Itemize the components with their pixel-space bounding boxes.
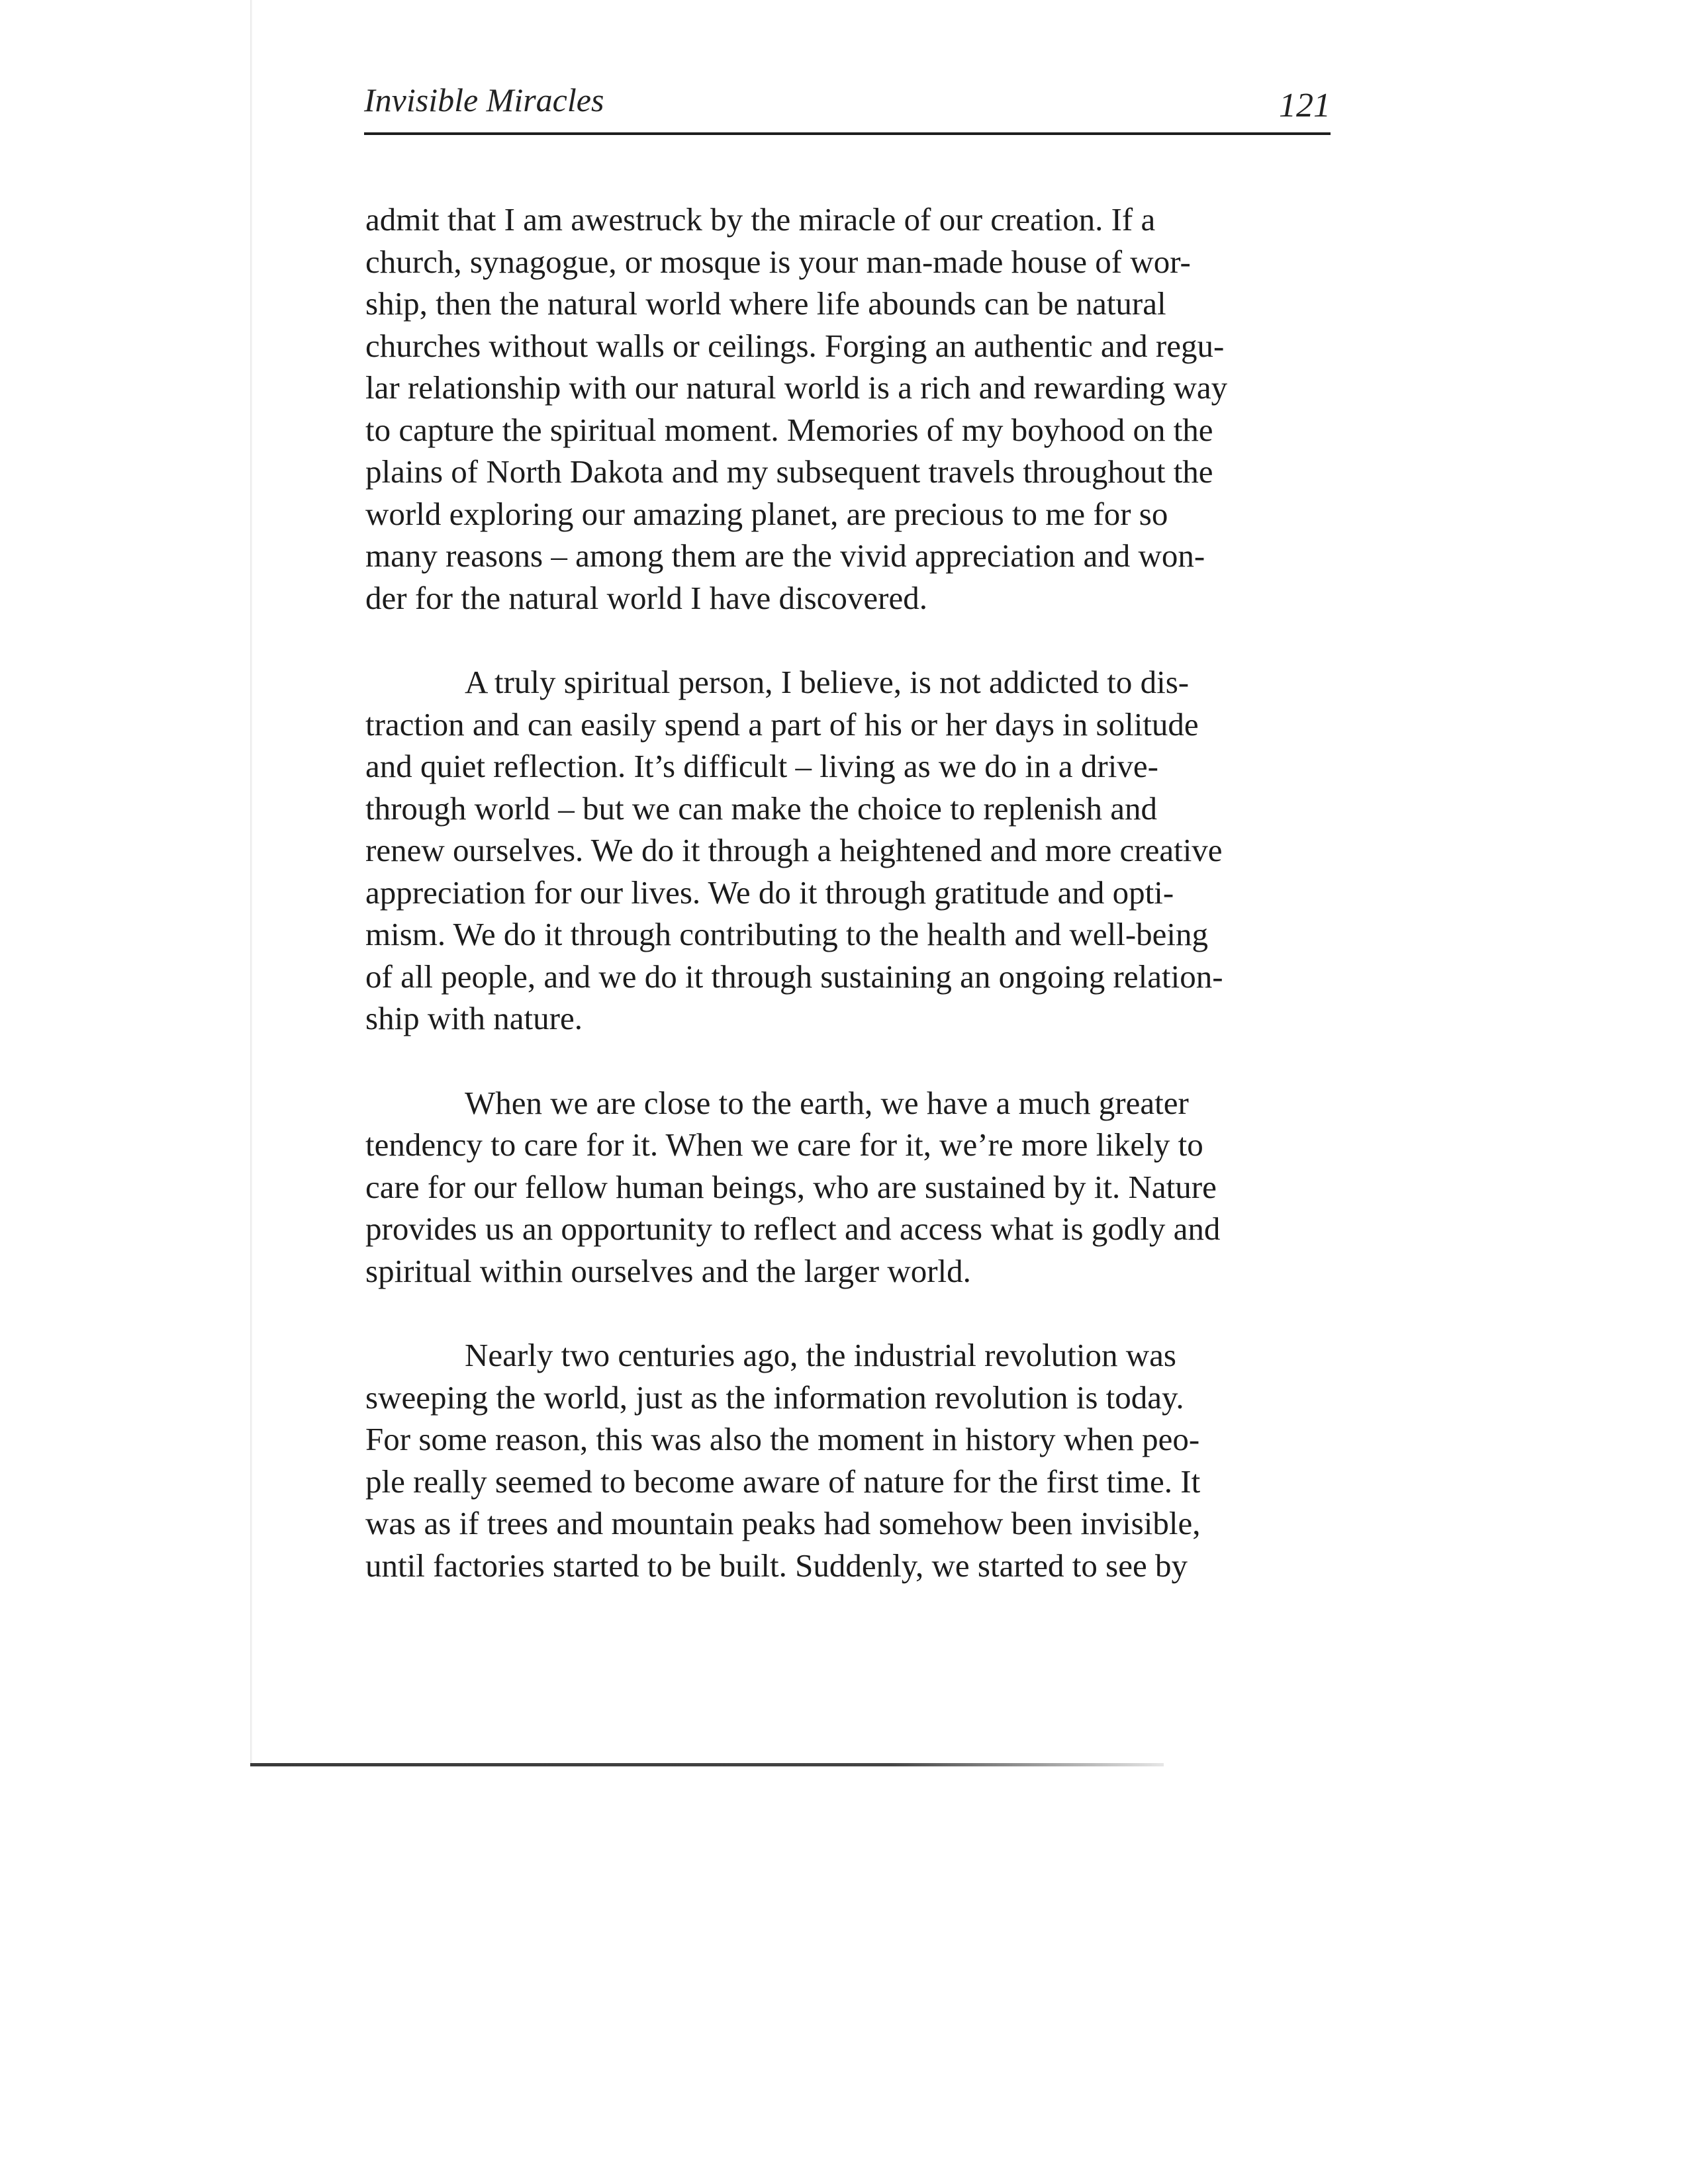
running-header <box>364 73 1331 146</box>
paragraph-gap <box>365 619 1325 661</box>
text-line: renew ourselves. We do it through a heightened and more creative <box>365 832 1223 868</box>
text-line: to capture the spiritual moment. Memories of my boyhood on the <box>365 411 1213 448</box>
paragraph <box>365 661 1325 1040</box>
text-line: tendency to care for it. When we care for it, we’re more likely to <box>365 1126 1203 1163</box>
text-line: ship with nature. <box>365 1000 583 1036</box>
text-line: A truly spiritual person, I believe, is not addicted to dis- <box>465 664 1190 700</box>
text-line: Nearly two centuries ago, the industrial revolution was <box>465 1337 1176 1373</box>
paragraph-gap <box>365 1292 1325 1334</box>
text-line: care for our fellow human beings, who are sustained by it. Nature <box>365 1168 1217 1205</box>
text-line: When we are close to the earth, we have a much greater <box>465 1084 1189 1121</box>
body-text <box>365 199 1325 1586</box>
text-line: der for the natural world I have discovered. <box>365 579 927 616</box>
text-line: sweeping the world, just as the information revolution is today. <box>365 1379 1184 1416</box>
page-number: 121 <box>1279 87 1331 124</box>
text-line: lar relationship with our natural world is a rich and rewarding way <box>365 369 1228 406</box>
text-line: plains of North Dakota and my subsequent travels throughout the <box>365 453 1213 490</box>
page-bottom-edge <box>250 1763 1164 1766</box>
text-line: of all people, and we do it through sustaining an ongoing relation- <box>365 958 1223 995</box>
text-line: spiritual within ourselves and the larger world. <box>365 1252 971 1289</box>
text-line: many reasons – among them are the vivid appreciation and won- <box>365 537 1205 574</box>
text-line: churches without walls or ceilings. Forging an authentic and regu- <box>365 327 1225 364</box>
text-line: through world – but we can make the choice to replenish and <box>365 790 1158 827</box>
text-line: For some reason, this was also the moment in history when peo- <box>365 1421 1200 1457</box>
text-line: until factories started to be built. Suddenly, we started to see by <box>365 1547 1188 1584</box>
text-line: admit that I am awestruck by the miracle of our creation. If a <box>365 201 1156 238</box>
paragraph <box>365 199 1325 619</box>
text-line: and quiet reflection. It’s difficult – living as we do in a drive- <box>365 748 1158 784</box>
text-line: ple really seemed to become aware of nature for the first time. It <box>365 1463 1201 1500</box>
text-line: appreciation for our lives. We do it through gratitude and opti- <box>365 874 1174 911</box>
text-line: ship, then the natural world where life abounds can be natural <box>365 285 1166 322</box>
running-header-title: Invisible Miracles <box>364 81 604 118</box>
paragraph <box>365 1334 1325 1586</box>
text-line: world exploring our amazing planet, are precious to me for so <box>365 495 1168 532</box>
text-line: traction and can easily spend a part of his or her days in solitude <box>365 705 1199 743</box>
page-left-edge <box>250 0 252 1766</box>
text-line: church, synagogue, or mosque is your man-made house of wor- <box>365 243 1191 280</box>
paragraph <box>365 1082 1325 1293</box>
text-line: mism. We do it through contributing to the health and well-being <box>365 916 1209 952</box>
text-line: was as if trees and mountain peaks had somehow been invisible, <box>365 1505 1201 1541</box>
header-rule <box>364 132 1331 135</box>
paragraph-gap <box>365 1040 1325 1082</box>
text-line: provides us an opportunity to reflect and access what is godly and <box>365 1210 1221 1247</box>
